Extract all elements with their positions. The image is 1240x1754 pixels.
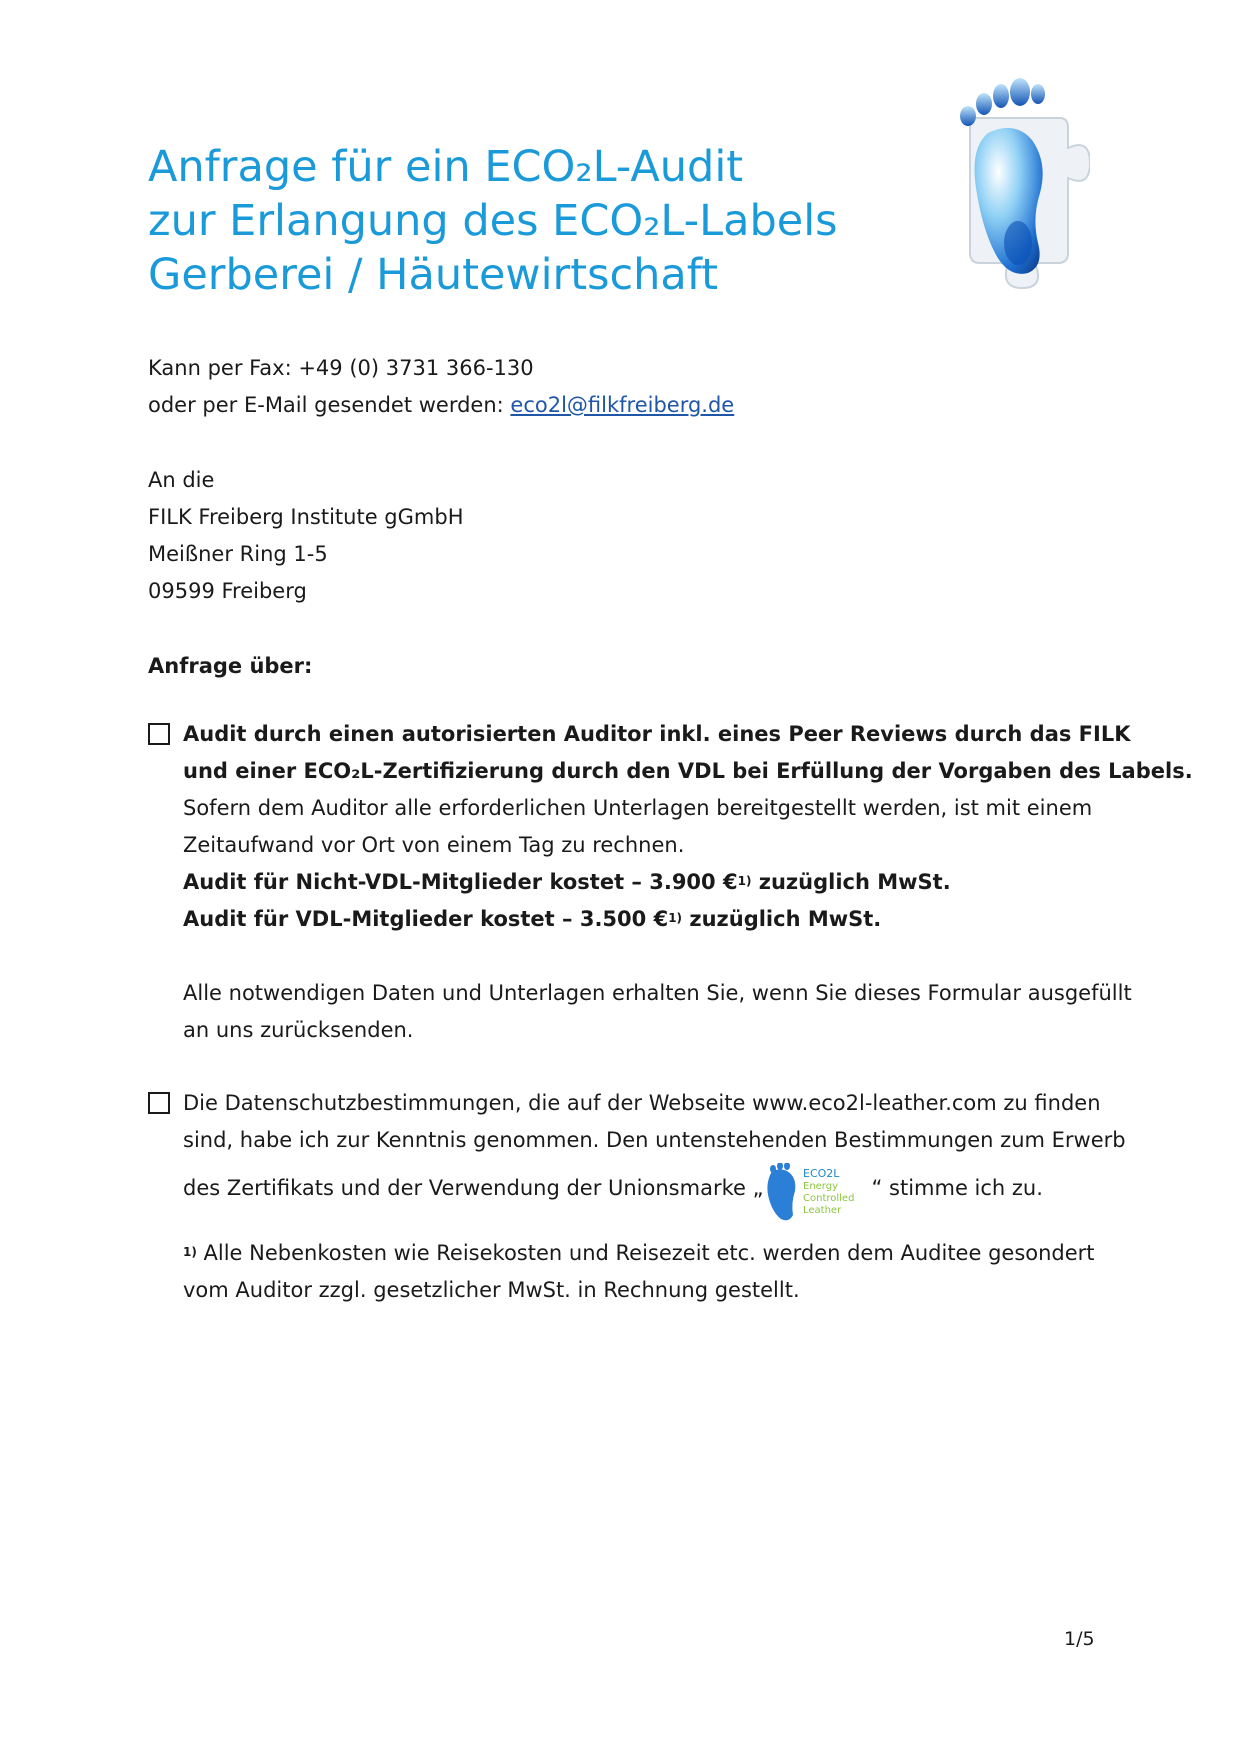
- address-line-4: 09599 Freiberg: [148, 579, 307, 603]
- price-non-member-text: Audit für Nicht-VDL-Mitglieder kostet – 3.900 €: [183, 870, 738, 894]
- mini-logo-leather: Leather: [803, 1205, 842, 1216]
- eco2l-footprint-logo: [940, 78, 1090, 308]
- title-line-3: Gerberei / Häutewirtschaft: [148, 250, 718, 300]
- request-heading: Anfrage über:: [148, 654, 313, 678]
- address-line-2: FILK Freiberg Institute gGmbH: [148, 505, 464, 529]
- price-member-tax: zuzüglich MwSt.: [682, 907, 882, 931]
- price-non-member: [183, 864, 951, 901]
- title-line-2: zur Erlangung des ECO₂L-Labels: [148, 196, 838, 246]
- email-prefix: oder per E-Mail gesendet werden:: [148, 393, 511, 417]
- privacy-line-2: sind, habe ich zur Kenntnis genommen. Den untenstehenden Bestimmungen zum Erwerb: [183, 1128, 1126, 1152]
- eco2l-union-mark-logo: [763, 1163, 871, 1223]
- audit-line-2: und einer ECO₂L-Zertifizierung durch den VDL bei Erfüllung der Vorgaben des Labels.: [183, 759, 1193, 783]
- price-member: [183, 901, 881, 938]
- privacy-line-3: [183, 1159, 1043, 1219]
- audit-note-line-2: an uns zurücksenden.: [183, 1018, 414, 1042]
- title-line-1: Anfrage für ein ECO₂L-Audit: [148, 142, 744, 192]
- address-line-3: Meißner Ring 1-5: [148, 542, 328, 566]
- footnote-text-1: Alle Nebenkosten wie Reisekosten und Reisezeit etc. werden dem Auditee gesondert: [196, 1241, 1095, 1265]
- audit-line-3: Sofern dem Auditor alle erforderlichen Unterlagen bereitgestellt werden, ist mit einem: [183, 796, 1093, 820]
- address-line-1: An die: [148, 468, 215, 492]
- footnote-line-2: vom Auditor zzgl. gesetzlicher MwSt. in Rechnung gestellt.: [183, 1278, 800, 1302]
- page-number: 1/5: [1064, 1628, 1095, 1650]
- audit-note-line-1: Alle notwendigen Daten und Unterlagen erhalten Sie, wenn Sie dieses Formular ausgefüllt: [183, 981, 1132, 1005]
- privacy-line-3-end: “ stimme ich zu.: [871, 1176, 1043, 1200]
- footnote-marker: 1): [183, 1245, 197, 1259]
- price-non-member-tax: zuzüglich MwSt.: [751, 870, 951, 894]
- footnote-ref: 1): [668, 911, 683, 925]
- price-member-text: Audit für VDL-Mitglieder kostet – 3.500 €: [183, 907, 669, 931]
- mini-logo-eco2l: ECO2L: [803, 1167, 840, 1180]
- email-line: [148, 387, 734, 424]
- audit-line-4: Zeitaufwand vor Ort von einem Tag zu rechnen.: [183, 833, 685, 857]
- privacy-line-3-start: des Zertifikats und der Verwendung der Unionsmarke „: [183, 1176, 764, 1200]
- footnote-line-1: [183, 1235, 1095, 1272]
- mini-logo-energy: Energy: [803, 1181, 839, 1192]
- audit-line-1: Audit durch einen autorisierten Auditor inkl. eines Peer Reviews durch das FILK: [183, 722, 1131, 746]
- email-link[interactable]: eco2l@filkfreiberg.de: [510, 393, 735, 417]
- footnote-ref: 1): [737, 874, 752, 888]
- document-title: [148, 140, 908, 302]
- privacy-line-1: Die Datenschutzbestimmungen, die auf der Webseite www.eco2l-leather.com zu finden: [183, 1091, 1101, 1115]
- mini-logo-controlled: Controlled: [803, 1193, 855, 1204]
- audit-checkbox[interactable]: [148, 723, 170, 745]
- privacy-checkbox[interactable]: [148, 1092, 170, 1114]
- fax-line: Kann per Fax: +49 (0) 3731 366-130: [148, 356, 534, 380]
